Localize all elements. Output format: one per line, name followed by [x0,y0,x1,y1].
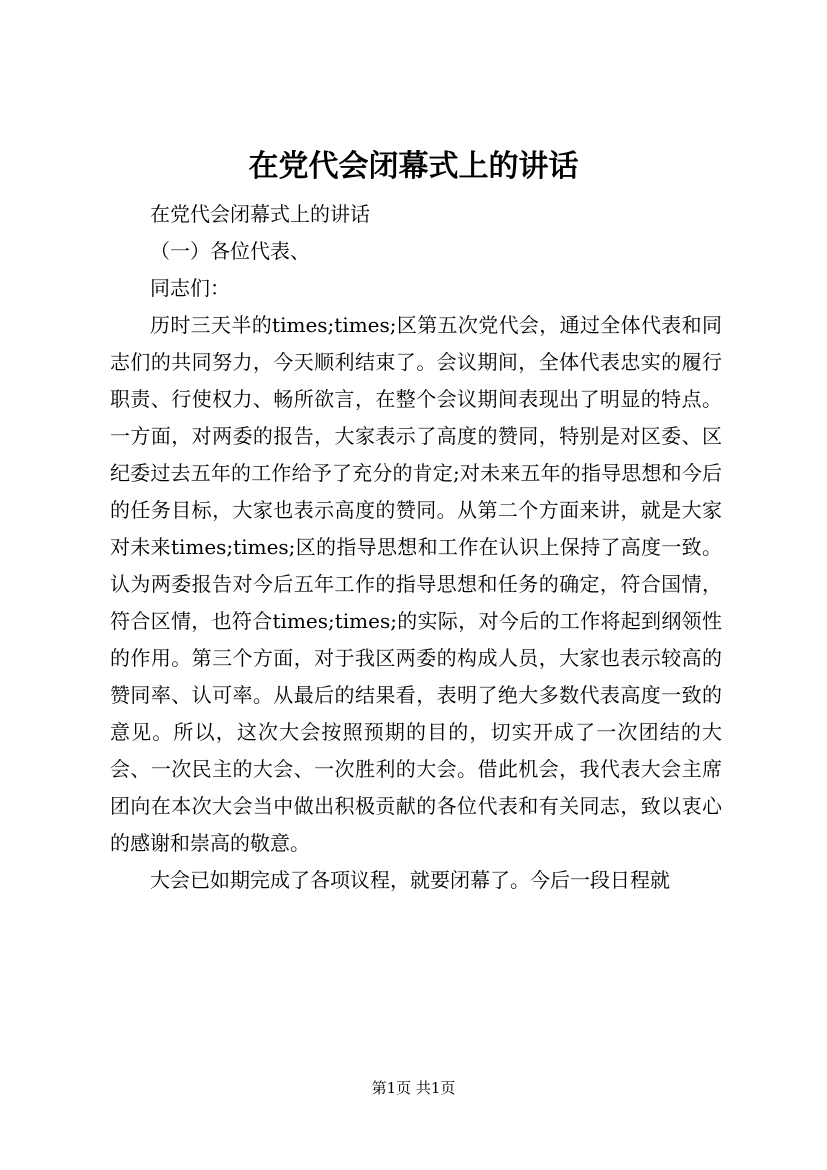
page-footer: 第1页 共1页 [371,1079,456,1097]
document-body [110,196,722,899]
paragraph-salutation-2: 同志们： [150,276,230,300]
document-title: 在党代会闭幕式上的讲话 [248,149,579,184]
paragraph-subtitle: 在党代会闭幕式上的讲话 [150,202,370,226]
paragraph-main: 历时三天半的times;times;区第五次党代会，通过全体代表和同志们的共同努力，今天顺利结束了。会议期间，全体代表忠实的履行职责、行使权力、畅所欲言，在整个会议期间表现出了明显的特点。一方面，对两委的报告，大家表示了高度的赞同，特别是对区委、区纪委过去五年的工作给予了充分的肯定;对未来五年的指导思想和今后的任务目标，大家也表示高度的赞同。从第二个方面来讲，就是大家对未来times;times;区的指导思想和工作在认识上保持了高度一致。认为两委报告对今后五年工作的指导思想和任务的确定，符合国情，符合区情，也符合times;times;的实际，对今后的工作将起到纲领性的作用。第三个方面，对于我区两委的构成人员，大家也表示较高的赞同率、认可率。从最后的结果看，表明了绝大多数代表高度一致的意见。所以，这次大会按照预期的目的，切实开成了一次团结的大会、一次民主的大会、一次胜利的大会。借此机会，我代表大会主席团向在本次大会当中做出积极贡献的各位代表和有关同志，致以衷心的感谢和崇高的敬意。 [110,313,722,855]
paragraph-closing: 大会已如期完成了各项议程，就要闭幕了。今后一段日程就 [150,868,670,892]
paragraph-salutation-1: （一）各位代表、 [150,239,310,263]
